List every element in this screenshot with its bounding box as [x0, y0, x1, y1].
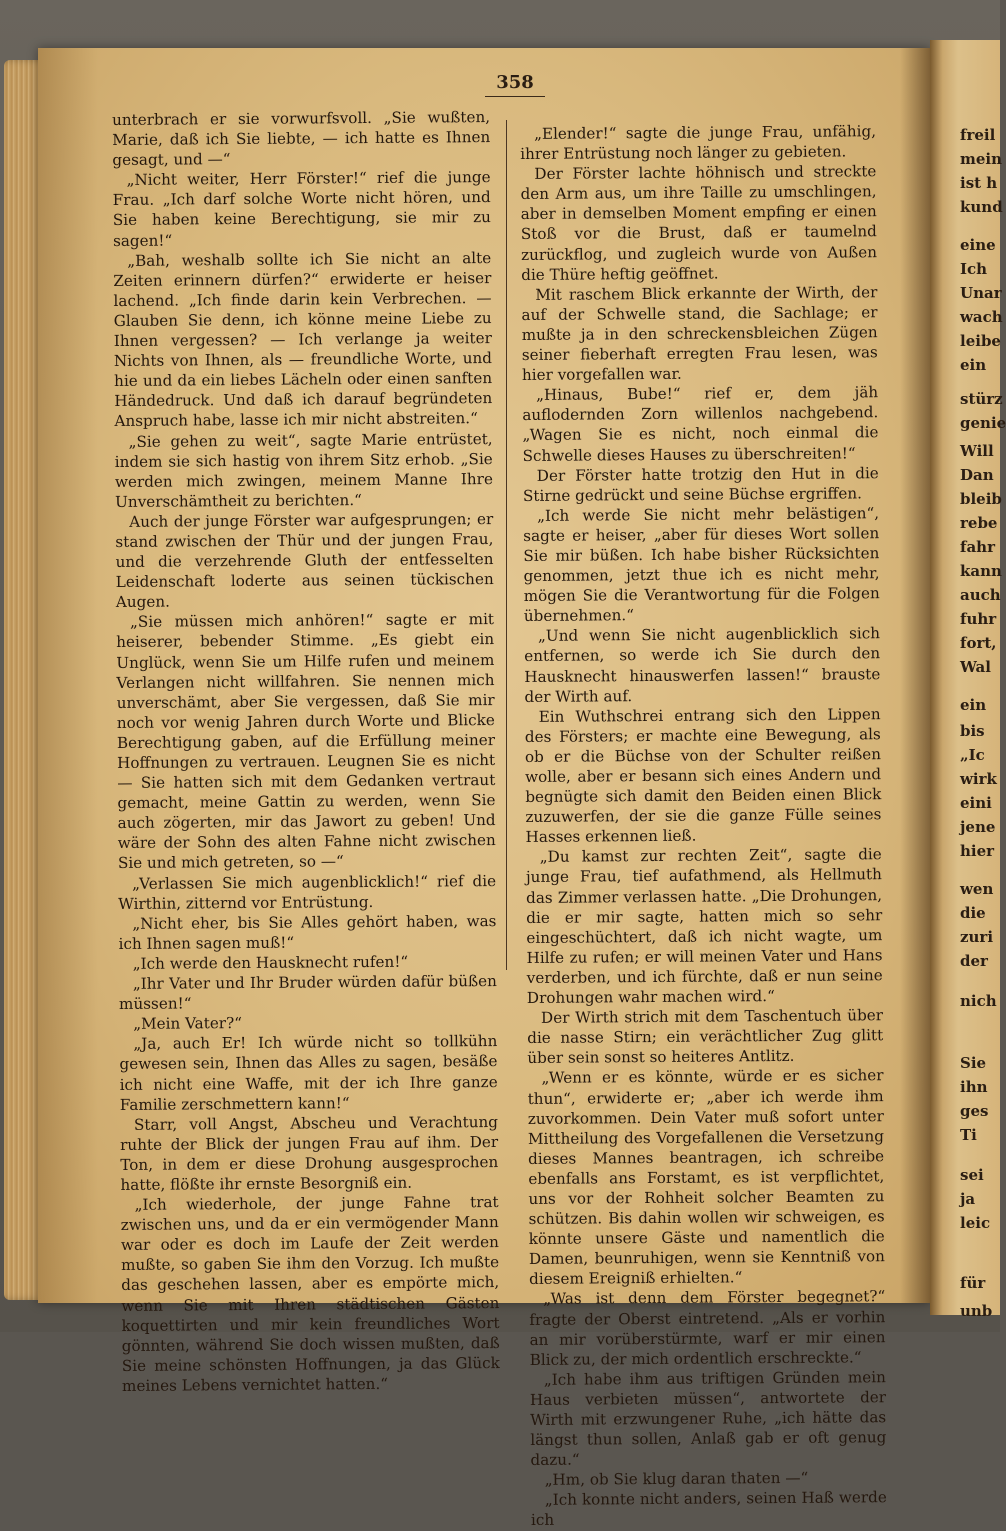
left-column-paragraph: „Verlassen Sie mich augenblicklich!“ rief die Wirthin, zitternd vor Entrüstung.	[118, 871, 497, 913]
next-page-fragment: bis	[960, 722, 985, 740]
page-number: 358	[485, 72, 545, 97]
left-column-paragraph: „Nicht eher, bis Sie Alles gehört haben, was ich Ihnen sagen muß!“	[118, 911, 497, 953]
left-column	[112, 107, 500, 1396]
next-page-fragment: fort,	[960, 634, 997, 652]
next-page-fragment: für	[960, 1274, 986, 1292]
next-page-fragment: leic	[960, 1214, 991, 1232]
right-column	[520, 121, 887, 1530]
next-page-fragment: wirk	[960, 770, 997, 788]
left-column-paragraph: Auch der junge Förster war aufgesprungen; er stand zwischen der Thür und der jungen Frau, und die verzehrende Gluth der entfesselten Leidenschaft loderte aus seinen tückischen Augen.	[115, 509, 494, 612]
left-column-paragraph: unterbrach er sie vorwurfsvoll. „Sie wußten, Marie, daß ich Sie liebte, — ich hatte es Ihnen gesagt, und —“	[112, 108, 491, 170]
next-page-fragment: zuri	[960, 928, 994, 946]
next-page-fragment: Ti	[960, 1126, 977, 1144]
next-page-fragment: ges	[960, 1102, 989, 1120]
next-page-fragment: kund	[960, 198, 1003, 216]
left-column-paragraph: „Ich werde den Hausknecht rufen!“	[132, 952, 409, 973]
left-column-paragraph: „Sie müssen mich anhören!“ sagte er mit heiserer, bebender Stimme. „Es giebt ein Unglück, wenn Sie um Hilfe rufen und meinem Verlangen nicht willfahren. Sie nennen mich unverschämt, aber Sie vergessen, daß Sie mir noch vor wenig Jahren durch Worte und Blicke Berechtigung gaben, auf die Erfüllung meiner Hoffnungen zu vertrauen. Leugnen Sie es nicht — Sie hatten sich mit dem Gedanken vertraut gemacht, meine Gattin zu werden, wenn Sie auch zögerten, mir das Jawort zu geben! Und wäre der Sohn des alten Fahne nicht zwischen Sie und mich getreten, so —“	[116, 610, 496, 873]
next-page-fragment: freil	[960, 126, 996, 144]
left-column-paragraph: „Bah, weshalb sollte ich Sie nicht an alte Zeiten erinnern dürfen?“ erwiderte er heiser lachend. „Ich finde darin kein Verbrechen. — Glauben Sie denn, ich könne meine Liebe zu Ihnen vergessen? — Ich verlange ja weiter Nichts von Ihnen, als — freundliche Worte, und hie und da ein liebes Lächeln oder einen sanften Händedruck. Und daß ich darauf begründeten Anspruch habe, lasse ich mir nicht abstreiten.“	[113, 248, 493, 431]
left-column-paragraph: „Ich wiederhole, der junge Fahne trat zwischen uns, und da er ein vermögender Mann war oder es doch im Laufe der Zeit werden mußte, so gaben Sie ihm den Vorzug. Ich mußte das geschehen lassen, aber es empörte mich, wenn Sie mit Ihren städtischen Gästen koquettirten und mir kein freundliches Wort gönnten, während Sie doch wissen mußten, daß Sie meine schönsten Hoffnungen, ja das Glück meines Lebens vernichtet hatten.“	[120, 1193, 500, 1395]
next-page-fragment: hier	[960, 842, 995, 860]
next-page-fragment: auch	[960, 586, 1001, 604]
next-page-fragment: bleib	[960, 490, 1002, 508]
next-page-fragment: nich	[960, 992, 997, 1010]
right-column-paragraph: „Hinaus, Bube!“ rief er, dem jäh auflodernden Zorn willenlos nachgebend. „Wagen Sie es nicht, noch einmal die Schwelle dieses Hauses zu überschreiten!“	[522, 383, 879, 465]
next-page-edge	[930, 40, 1006, 1320]
next-page-fragment: Sie	[960, 1054, 987, 1072]
next-page-fragment: Dan	[960, 466, 994, 484]
next-page-fragment: ja	[960, 1190, 976, 1208]
right-column-paragraph: „Ich konnte nicht anders, seinen Haß werde ich	[530, 1488, 887, 1530]
next-page-fragment: mein	[960, 150, 1003, 168]
next-page-fragment: eine	[960, 236, 996, 254]
left-column-paragraph: „Mein Vater?“	[133, 1014, 243, 1034]
right-column-paragraph: „Elender!“ sagte die junge Frau, unfähig, ihrer Entrüstung noch länger zu gebieten.	[520, 122, 877, 164]
next-page-fragment: die	[960, 904, 986, 922]
right-column-paragraph: „Ich werde Sie nicht mehr belästigen“, sagte er heiser, „aber für dieses Wort sollen Sie mir büßen. Ich habe bisher Rücksichten genommen, jetzt thue ich es nicht mehr, mögen Sie die Verantwortung für die Folgen übernehmen.“	[523, 503, 880, 626]
right-column-paragraph: Der Wirth strich mit dem Taschentuch über die nasse Stirn; ein verächtlicher Zug glitt über sein sonst so heiteres Antlitz.	[527, 1006, 884, 1068]
next-page-fragment: Unar	[960, 284, 1002, 302]
right-column-paragraph: Ein Wuthschrei entrang sich den Lippen des Försters; er machte eine Bewegung, als ob er die Büchse von der Schulter reißen wolle, aber er besann sich eines Andern und begnügte sich damit den Beiden einen Blick zuzuwerfen, der sie die ganze Fülle seines Hasses erkennen ließ.	[524, 704, 882, 847]
next-page-fragment: ein	[960, 356, 987, 374]
left-column-paragraph: „Ja, auch Er! Ich würde nicht so tollkühn gewesen sein, Ihnen das Alles zu sagen, besäße ich nicht eine Waffe, mit der ich Ihre ganze Familie zerschmettern kann!“	[119, 1032, 498, 1114]
next-page-fragment: stürz	[960, 390, 1003, 408]
next-page-fragment: ist h	[960, 174, 998, 192]
next-page-fragment: Will	[960, 442, 994, 460]
left-column-paragraph: „Nicht weiter, Herr Förster!“ rief die junge Frau. „Ich darf solche Worte nicht hören, und Sie haben keine Berechtigung, sie mir zu sagen!“	[112, 168, 491, 250]
right-column-paragraph: „Wenn er es könnte, würde er es sicher thun“, erwiderte er; „aber ich werde ihm zuvorkommen. Dein Vater muß sofort unter Mittheilung des Vorgefallenen die Versetzung dieses Mannes beantragen, ich schreibe ebenfalls ans Forstamt, es ist verpflichtet, uns vor der Rohheit solcher Beamten zu schützen. Bis dahin wollen wir schweigen, es könnte unsere Gäste und namentlich die Damen, beunruhigen, wenn sie Kenntniß von diesem Ereigniß erhielten.“	[527, 1066, 885, 1289]
next-page-fragment: kann	[960, 562, 1002, 580]
next-page-fragment: der	[960, 952, 988, 970]
right-column-paragraph: „Ich habe ihm aus triftigen Gründen mein Haus verbieten müssen“, antwortete der Wirth mit erzwungener Ruhe, „ich hätte das längst thun sollen, Anlaß gab er oft genug dazu.“	[529, 1367, 887, 1470]
next-page-fragment: „Ic	[960, 746, 985, 764]
next-page-fragment: unb	[960, 1302, 993, 1320]
next-page-fragment: Wal	[960, 658, 991, 676]
right-column-paragraph: „Was ist denn dem Förster begegnet?“ fragte der Oberst eintretend. „Als er vorhin an mir vorüberstürmte, warf er mir einen Blick zu, der mich ordentlich erschreckte.“	[529, 1287, 886, 1369]
left-column-paragraph: „Ihr Vater und Ihr Bruder würden dafür büßen müssen!“	[118, 972, 497, 1014]
left-column-paragraph: „Sie gehen zu weit“, sagte Marie entrüstet, indem sie sich hastig von ihrem Sitz erhob. „Sie werden mich zwingen, meinem Manne Ihre Unverschämtheit zu berichten.“	[114, 429, 493, 511]
right-column-paragraph: Mit raschem Blick erkannte der Wirth, der auf der Schwelle stand, die Sachlage; er mußte ja in den schreckensbleichen Zügen seiner fieberhaft erregten Frau lesen, was hier vorgefallen war.	[521, 282, 878, 385]
next-page-fragment: rebe	[960, 514, 998, 532]
next-page-fragment: fahr	[960, 538, 995, 556]
next-page-fragment: ihn	[960, 1078, 988, 1096]
next-page-fragment: wen	[960, 880, 994, 898]
right-column-paragraph: Der Förster lachte höhnisch und streckte den Arm aus, um ihre Taille zu umschlingen, aber in demselben Moment empfing er einen Stoß vor die Brust, daß er taumelnd zurückflog, und zugleich wurde von Außen die Thüre heftig geöffnet.	[520, 162, 878, 284]
next-page-fragment: genie	[960, 414, 1006, 432]
right-column-paragraph: Der Förster hatte trotzig den Hut in die Stirne gedrückt und seine Büchse ergriffen.	[522, 463, 879, 505]
next-page-fragment: sei	[960, 1166, 984, 1184]
next-page-fragment: leibe	[960, 332, 1001, 350]
right-column-paragraph: „Du kamst zur rechten Zeit“, sagte die junge Frau, tief aufathmend, als Hellmuth das Zimmer verlassen hatte. „Die Drohungen, die er mir sagte, hatten mich so sehr eingeschüchtert, daß ich nicht wagte, um Hilfe zu rufen; er will meinen Vater und Hans verderben, und ich fürchte, daß er nun seine Drohungen wahr machen wird.“	[525, 845, 883, 1008]
right-column-paragraph: „Hm, ob Sie klug daran thaten —“	[544, 1469, 809, 1490]
right-column-paragraph: „Und wenn Sie nicht augenblicklich sich entfernen, so werde ich Sie durch den Hausknecht hinauswerfen lassen!“ brauste der Wirth auf.	[524, 624, 881, 706]
next-page-fragment: fuhr	[960, 610, 997, 628]
column-divider	[506, 120, 507, 970]
next-page-fragment: Ich	[960, 260, 988, 278]
next-page-fragment: ein	[960, 696, 987, 714]
next-page-fragment: jene	[960, 818, 996, 836]
next-page-fragment: wach	[960, 308, 1003, 326]
next-page-fragment: eini	[960, 794, 992, 812]
left-column-paragraph: Starr, voll Angst, Abscheu und Verachtung ruhte der Blick der jungen Frau auf ihm. Der Ton, in dem er diese Drohung ausgesprochen hatte, flößte ihr ernste Besorgniß ein.	[120, 1112, 499, 1194]
